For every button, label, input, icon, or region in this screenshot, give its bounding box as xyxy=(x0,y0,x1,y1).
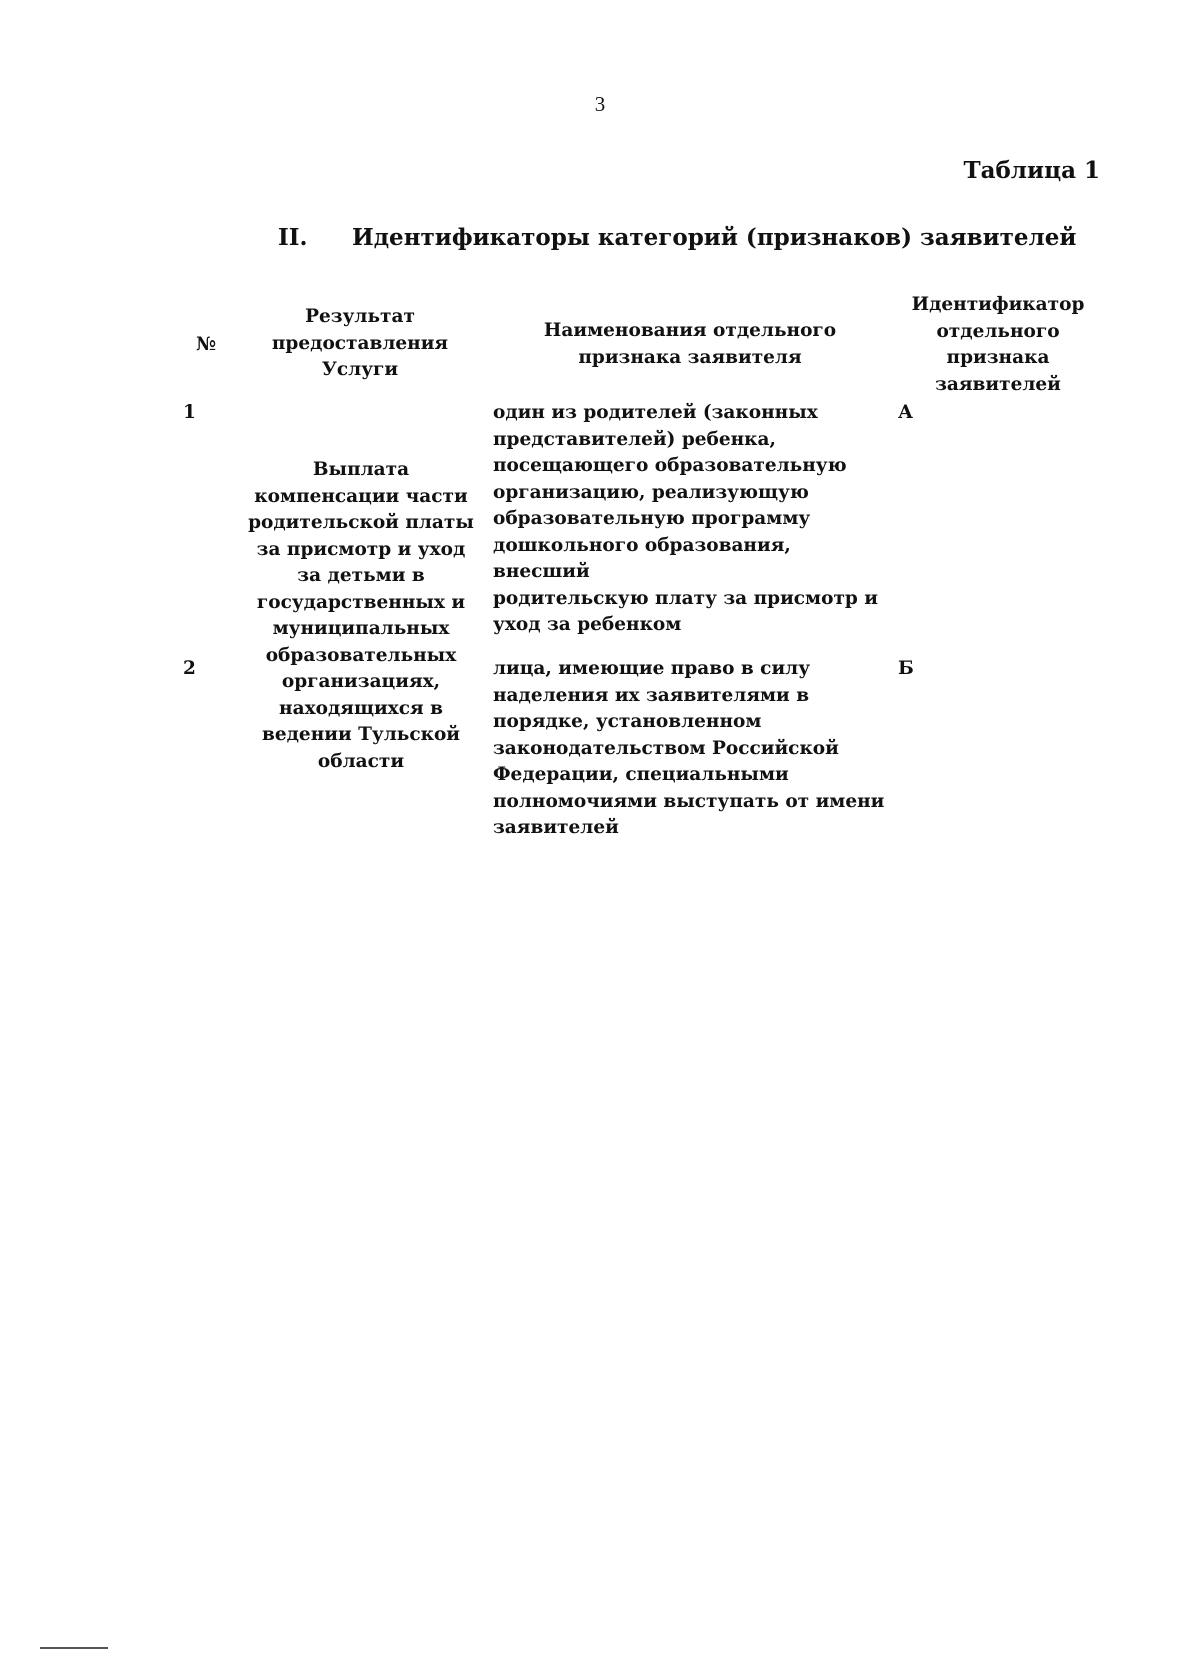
result-cell: Выплата компенсации части родительской платы за присмотр и уход за детьми в государственных и муниципальных образовательных организациях, находящихся в ведении Тульской области xyxy=(248,459,474,772)
section-roman-numeral: II. xyxy=(278,224,308,251)
row-1-number: 1 xyxy=(183,402,196,423)
page-number: 3 xyxy=(594,92,606,116)
section-title: Идентификаторы категорий (признаков) заявителей xyxy=(352,224,1077,251)
header-number: № xyxy=(195,334,217,355)
row-2-identifier: Б xyxy=(898,658,914,679)
header-attribute-name: Наименования отдельного признака заявителя xyxy=(543,320,837,368)
header-identifier: Идентификатор отдельного признака заявителей xyxy=(911,294,1085,395)
header-result: Результат предоставления Услуги xyxy=(271,306,449,380)
row-1-attribute-name: один из родителей (законных представителей) ребенка, посещающего образовательную организацию, реализующую образовательную программу дошкольного образования, внесший родительскую плату за присмотр и уход за ребенком xyxy=(493,402,879,635)
scan-corner-mark xyxy=(40,1647,108,1649)
row-2-attribute-name: лица, имеющие право в силу наделения их заявителями в порядке, установленном законодательством Российской Федерации, специальными полномочиями выступать от имени заявителей xyxy=(493,658,885,838)
row-2-number: 2 xyxy=(183,658,196,679)
row-1-identifier: А xyxy=(898,402,914,423)
section-heading xyxy=(278,224,1076,251)
table-caption: Таблица 1 xyxy=(963,157,1100,184)
